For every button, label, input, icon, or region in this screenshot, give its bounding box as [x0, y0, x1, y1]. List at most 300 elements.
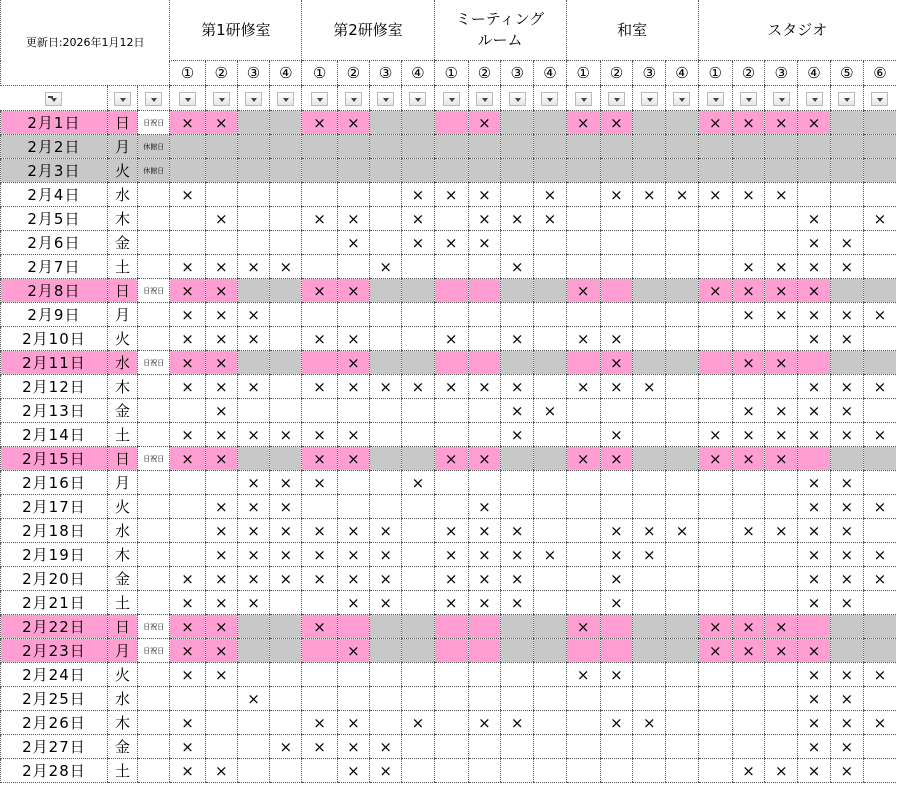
slot-cell[interactable] — [205, 471, 237, 495]
slot-cell[interactable] — [698, 159, 732, 183]
slot-cell[interactable] — [666, 111, 698, 135]
booked-cell[interactable]: × — [798, 735, 830, 759]
slot-cell[interactable] — [434, 423, 468, 447]
slot-cell[interactable] — [270, 303, 302, 327]
booked-cell[interactable]: × — [434, 591, 468, 615]
booked-cell[interactable]: × — [205, 447, 237, 471]
booked-cell[interactable]: × — [765, 639, 798, 663]
slot-cell[interactable] — [205, 711, 237, 735]
booked-cell[interactable]: × — [698, 111, 732, 135]
slot-cell[interactable] — [402, 687, 434, 711]
booked-cell[interactable]: × — [205, 279, 237, 303]
slot-cell[interactable] — [566, 471, 600, 495]
booked-cell[interactable]: × — [170, 183, 205, 207]
filter-dropdown-icon[interactable] — [509, 92, 526, 106]
slot-cell[interactable] — [666, 231, 698, 255]
slot-cell[interactable] — [369, 303, 401, 327]
filter-active-icon[interactable] — [45, 92, 62, 106]
slot-cell[interactable] — [369, 663, 401, 687]
booked-cell[interactable]: × — [237, 567, 269, 591]
slot-cell[interactable] — [369, 423, 401, 447]
slot-cell[interactable] — [302, 255, 337, 279]
booked-cell[interactable]: × — [402, 471, 434, 495]
slot-cell[interactable] — [434, 303, 468, 327]
slot-cell[interactable] — [798, 615, 830, 639]
booked-cell[interactable]: × — [369, 591, 401, 615]
slot-cell[interactable] — [402, 519, 434, 543]
booked-cell[interactable]: × — [798, 207, 830, 231]
booked-cell[interactable]: × — [170, 735, 205, 759]
slot-cell[interactable] — [501, 759, 534, 783]
slot-cell[interactable] — [566, 543, 600, 567]
booked-cell[interactable]: × — [170, 567, 205, 591]
slot-cell[interactable] — [501, 279, 534, 303]
slot-cell[interactable] — [534, 327, 566, 351]
slot-cell[interactable] — [566, 495, 600, 519]
slot-cell[interactable] — [237, 231, 269, 255]
slot-cell[interactable] — [434, 711, 468, 735]
slot-cell[interactable] — [666, 399, 698, 423]
slot-cell[interactable] — [765, 687, 798, 711]
booked-cell[interactable]: × — [434, 231, 468, 255]
booked-cell[interactable]: × — [798, 111, 830, 135]
slot-cell[interactable] — [765, 207, 798, 231]
slot-cell[interactable] — [830, 615, 863, 639]
slot-cell[interactable] — [270, 711, 302, 735]
slot-cell[interactable] — [369, 279, 401, 303]
booked-cell[interactable]: × — [205, 351, 237, 375]
booked-cell[interactable]: × — [337, 111, 369, 135]
slot-cell[interactable] — [666, 303, 698, 327]
booked-cell[interactable]: × — [337, 231, 369, 255]
booked-cell[interactable]: × — [337, 639, 369, 663]
booked-cell[interactable]: × — [270, 519, 302, 543]
slot-cell[interactable] — [501, 183, 534, 207]
slot-cell[interactable] — [732, 375, 764, 399]
slot-cell[interactable] — [337, 135, 369, 159]
slot-cell[interactable] — [270, 135, 302, 159]
slot-cell[interactable] — [170, 159, 205, 183]
slot-cell[interactable] — [666, 159, 698, 183]
booked-cell[interactable]: × — [402, 375, 434, 399]
booked-cell[interactable]: × — [798, 543, 830, 567]
slot-cell[interactable] — [237, 279, 269, 303]
booked-cell[interactable]: × — [765, 351, 798, 375]
booked-cell[interactable]: × — [830, 519, 863, 543]
booked-cell[interactable]: × — [765, 183, 798, 207]
booked-cell[interactable]: × — [170, 639, 205, 663]
filter-dropdown-icon[interactable] — [838, 92, 855, 106]
booked-cell[interactable]: × — [830, 543, 863, 567]
booked-cell[interactable]: × — [205, 543, 237, 567]
booked-cell[interactable]: × — [205, 327, 237, 351]
booked-cell[interactable]: × — [302, 519, 337, 543]
slot-cell[interactable] — [830, 351, 863, 375]
booked-cell[interactable]: × — [633, 519, 666, 543]
booked-cell[interactable]: × — [302, 423, 337, 447]
booked-cell[interactable]: × — [798, 711, 830, 735]
booked-cell[interactable]: × — [468, 567, 500, 591]
slot-cell[interactable] — [863, 351, 896, 375]
booked-cell[interactable]: × — [798, 303, 830, 327]
booked-cell[interactable]: × — [830, 663, 863, 687]
booked-cell[interactable]: × — [830, 375, 863, 399]
slot-cell[interactable] — [402, 447, 434, 471]
booked-cell[interactable]: × — [501, 423, 534, 447]
slot-cell[interactable] — [633, 231, 666, 255]
slot-cell[interactable] — [170, 687, 205, 711]
slot-cell[interactable] — [534, 279, 566, 303]
booked-cell[interactable]: × — [337, 735, 369, 759]
slot-cell[interactable] — [765, 591, 798, 615]
slot-cell[interactable] — [666, 495, 698, 519]
slot-cell[interactable] — [302, 495, 337, 519]
slot-cell[interactable] — [534, 375, 566, 399]
slot-cell[interactable] — [534, 615, 566, 639]
slot-cell[interactable] — [402, 735, 434, 759]
slot-cell[interactable] — [302, 303, 337, 327]
slot-cell[interactable] — [205, 183, 237, 207]
booked-cell[interactable]: × — [270, 471, 302, 495]
slot-cell[interactable] — [863, 327, 896, 351]
slot-cell[interactable] — [270, 663, 302, 687]
booked-cell[interactable]: × — [732, 615, 764, 639]
slot-cell[interactable] — [566, 399, 600, 423]
slot-cell[interactable] — [732, 231, 764, 255]
slot-cell[interactable] — [534, 135, 566, 159]
slot-cell[interactable] — [369, 159, 401, 183]
slot-cell[interactable] — [369, 447, 401, 471]
slot-cell[interactable] — [270, 687, 302, 711]
slot-cell[interactable] — [863, 639, 896, 663]
slot-cell[interactable] — [666, 471, 698, 495]
booked-cell[interactable]: × — [205, 303, 237, 327]
slot-cell[interactable] — [863, 231, 896, 255]
booked-cell[interactable]: × — [798, 759, 830, 783]
slot-cell[interactable] — [863, 591, 896, 615]
slot-cell[interactable] — [633, 111, 666, 135]
booked-cell[interactable]: × — [765, 279, 798, 303]
slot-cell[interactable] — [698, 567, 732, 591]
slot-cell[interactable] — [633, 327, 666, 351]
slot-cell[interactable] — [863, 111, 896, 135]
booked-cell[interactable]: × — [798, 423, 830, 447]
booked-cell[interactable]: × — [830, 711, 863, 735]
slot-cell[interactable] — [501, 639, 534, 663]
slot-cell[interactable] — [468, 735, 500, 759]
slot-cell[interactable] — [600, 615, 632, 639]
slot-cell[interactable] — [765, 663, 798, 687]
slot-cell[interactable] — [633, 135, 666, 159]
booked-cell[interactable]: × — [369, 567, 401, 591]
filter-dropdown-icon[interactable] — [443, 92, 460, 106]
slot-cell[interactable] — [434, 111, 468, 135]
slot-cell[interactable] — [732, 207, 764, 231]
slot-cell[interactable] — [237, 135, 269, 159]
booked-cell[interactable]: × — [302, 327, 337, 351]
slot-cell[interactable] — [600, 471, 632, 495]
slot-cell[interactable] — [600, 135, 632, 159]
booked-cell[interactable]: × — [830, 759, 863, 783]
slot-cell[interactable] — [698, 351, 732, 375]
slot-cell[interactable] — [402, 279, 434, 303]
slot-cell[interactable] — [270, 207, 302, 231]
booked-cell[interactable]: × — [302, 471, 337, 495]
slot-cell[interactable] — [237, 639, 269, 663]
booked-cell[interactable]: × — [369, 255, 401, 279]
slot-cell[interactable] — [501, 447, 534, 471]
slot-cell[interactable] — [302, 231, 337, 255]
booked-cell[interactable]: × — [830, 399, 863, 423]
booked-cell[interactable]: × — [863, 663, 896, 687]
slot-cell[interactable] — [434, 687, 468, 711]
slot-cell[interactable] — [402, 303, 434, 327]
booked-cell[interactable]: × — [534, 207, 566, 231]
slot-cell[interactable] — [270, 159, 302, 183]
slot-cell[interactable] — [698, 519, 732, 543]
slot-cell[interactable] — [863, 615, 896, 639]
slot-cell[interactable] — [402, 423, 434, 447]
booked-cell[interactable]: × — [600, 423, 632, 447]
booked-cell[interactable]: × — [798, 327, 830, 351]
slot-cell[interactable] — [698, 759, 732, 783]
slot-cell[interactable] — [798, 183, 830, 207]
slot-cell[interactable] — [765, 567, 798, 591]
slot-cell[interactable] — [270, 327, 302, 351]
booked-cell[interactable]: × — [566, 279, 600, 303]
slot-cell[interactable] — [566, 183, 600, 207]
booked-cell[interactable]: × — [732, 351, 764, 375]
slot-cell[interactable] — [534, 111, 566, 135]
booked-cell[interactable]: × — [863, 495, 896, 519]
booked-cell[interactable]: × — [633, 183, 666, 207]
booked-cell[interactable]: × — [402, 183, 434, 207]
slot-cell[interactable] — [600, 231, 632, 255]
booked-cell[interactable]: × — [863, 711, 896, 735]
slot-cell[interactable] — [270, 351, 302, 375]
booked-cell[interactable]: × — [434, 567, 468, 591]
booked-cell[interactable]: × — [434, 183, 468, 207]
slot-cell[interactable] — [501, 663, 534, 687]
slot-cell[interactable] — [666, 759, 698, 783]
booked-cell[interactable]: × — [732, 399, 764, 423]
booked-cell[interactable]: × — [501, 567, 534, 591]
slot-cell[interactable] — [170, 135, 205, 159]
slot-cell[interactable] — [863, 735, 896, 759]
slot-cell[interactable] — [600, 735, 632, 759]
booked-cell[interactable]: × — [566, 663, 600, 687]
booked-cell[interactable]: × — [633, 711, 666, 735]
slot-cell[interactable] — [468, 759, 500, 783]
slot-cell[interactable] — [434, 471, 468, 495]
slot-cell[interactable] — [534, 711, 566, 735]
slot-cell[interactable] — [633, 495, 666, 519]
booked-cell[interactable]: × — [600, 591, 632, 615]
booked-cell[interactable]: × — [633, 543, 666, 567]
slot-cell[interactable] — [863, 135, 896, 159]
booked-cell[interactable]: × — [798, 687, 830, 711]
slot-cell[interactable] — [237, 759, 269, 783]
booked-cell[interactable]: × — [205, 207, 237, 231]
slot-cell[interactable] — [698, 135, 732, 159]
booked-cell[interactable]: × — [237, 327, 269, 351]
slot-cell[interactable] — [270, 615, 302, 639]
slot-cell[interactable] — [434, 255, 468, 279]
booked-cell[interactable]: × — [270, 423, 302, 447]
slot-cell[interactable] — [369, 615, 401, 639]
slot-cell[interactable] — [434, 759, 468, 783]
booked-cell[interactable]: × — [732, 639, 764, 663]
booked-cell[interactable]: × — [205, 399, 237, 423]
slot-cell[interactable] — [170, 543, 205, 567]
booked-cell[interactable]: × — [830, 471, 863, 495]
slot-cell[interactable] — [830, 159, 863, 183]
booked-cell[interactable]: × — [170, 759, 205, 783]
slot-cell[interactable] — [633, 591, 666, 615]
slot-cell[interactable] — [369, 351, 401, 375]
slot-cell[interactable] — [270, 639, 302, 663]
slot-cell[interactable] — [633, 351, 666, 375]
slot-cell[interactable] — [434, 207, 468, 231]
filter-dropdown-icon[interactable] — [575, 92, 592, 106]
booked-cell[interactable]: × — [600, 567, 632, 591]
booked-cell[interactable]: × — [765, 447, 798, 471]
slot-cell[interactable] — [633, 207, 666, 231]
booked-cell[interactable]: × — [237, 495, 269, 519]
slot-cell[interactable] — [501, 471, 534, 495]
slot-cell[interactable] — [666, 327, 698, 351]
slot-cell[interactable] — [566, 303, 600, 327]
slot-cell[interactable] — [237, 447, 269, 471]
slot-cell[interactable] — [468, 327, 500, 351]
booked-cell[interactable]: × — [765, 519, 798, 543]
booked-cell[interactable]: × — [170, 279, 205, 303]
slot-cell[interactable] — [468, 471, 500, 495]
slot-cell[interactable] — [566, 135, 600, 159]
booked-cell[interactable]: × — [830, 495, 863, 519]
slot-cell[interactable] — [434, 639, 468, 663]
booked-cell[interactable]: × — [302, 735, 337, 759]
filter-dropdown-icon[interactable] — [773, 92, 790, 106]
booked-cell[interactable]: × — [468, 375, 500, 399]
booked-cell[interactable]: × — [600, 111, 632, 135]
slot-cell[interactable] — [402, 135, 434, 159]
slot-cell[interactable] — [666, 615, 698, 639]
booked-cell[interactable]: × — [337, 543, 369, 567]
booked-cell[interactable]: × — [205, 615, 237, 639]
slot-cell[interactable] — [369, 135, 401, 159]
slot-cell[interactable] — [666, 351, 698, 375]
slot-cell[interactable] — [501, 231, 534, 255]
booked-cell[interactable]: × — [337, 327, 369, 351]
slot-cell[interactable] — [666, 255, 698, 279]
booked-cell[interactable]: × — [205, 423, 237, 447]
slot-cell[interactable] — [337, 663, 369, 687]
booked-cell[interactable]: × — [369, 543, 401, 567]
booked-cell[interactable]: × — [863, 567, 896, 591]
slot-cell[interactable] — [534, 231, 566, 255]
filter-dropdown-icon[interactable] — [707, 92, 724, 106]
slot-cell[interactable] — [237, 351, 269, 375]
slot-cell[interactable] — [369, 399, 401, 423]
slot-cell[interactable] — [600, 207, 632, 231]
booked-cell[interactable]: × — [468, 711, 500, 735]
slot-cell[interactable] — [698, 711, 732, 735]
booked-cell[interactable]: × — [302, 543, 337, 567]
slot-cell[interactable] — [666, 135, 698, 159]
booked-cell[interactable]: × — [170, 663, 205, 687]
slot-cell[interactable] — [863, 687, 896, 711]
slot-cell[interactable] — [402, 567, 434, 591]
booked-cell[interactable]: × — [798, 231, 830, 255]
booked-cell[interactable]: × — [468, 495, 500, 519]
booked-cell[interactable]: × — [501, 207, 534, 231]
slot-cell[interactable] — [666, 735, 698, 759]
booked-cell[interactable]: × — [732, 759, 764, 783]
slot-cell[interactable] — [863, 399, 896, 423]
booked-cell[interactable]: × — [863, 303, 896, 327]
slot-cell[interactable] — [434, 495, 468, 519]
slot-cell[interactable] — [698, 207, 732, 231]
slot-cell[interactable] — [302, 351, 337, 375]
booked-cell[interactable]: × — [468, 111, 500, 135]
slot-cell[interactable] — [633, 615, 666, 639]
booked-cell[interactable]: × — [830, 423, 863, 447]
slot-cell[interactable] — [633, 447, 666, 471]
slot-cell[interactable] — [337, 303, 369, 327]
slot-cell[interactable] — [270, 399, 302, 423]
booked-cell[interactable]: × — [434, 519, 468, 543]
slot-cell[interactable] — [666, 207, 698, 231]
booked-cell[interactable]: × — [369, 759, 401, 783]
slot-cell[interactable] — [402, 639, 434, 663]
slot-cell[interactable] — [666, 375, 698, 399]
slot-cell[interactable] — [830, 639, 863, 663]
filter-dropdown-icon[interactable] — [608, 92, 625, 106]
slot-cell[interactable] — [566, 591, 600, 615]
slot-cell[interactable] — [468, 639, 500, 663]
booked-cell[interactable]: × — [501, 327, 534, 351]
slot-cell[interactable] — [302, 687, 337, 711]
booked-cell[interactable]: × — [600, 711, 632, 735]
booked-cell[interactable]: × — [434, 375, 468, 399]
booked-cell[interactable]: × — [468, 231, 500, 255]
booked-cell[interactable]: × — [501, 591, 534, 615]
booked-cell[interactable]: × — [237, 423, 269, 447]
slot-cell[interactable] — [633, 639, 666, 663]
booked-cell[interactable]: × — [205, 519, 237, 543]
slot-cell[interactable] — [170, 231, 205, 255]
slot-cell[interactable] — [237, 663, 269, 687]
booked-cell[interactable]: × — [698, 615, 732, 639]
booked-cell[interactable]: × — [170, 423, 205, 447]
slot-cell[interactable] — [205, 231, 237, 255]
booked-cell[interactable]: × — [170, 375, 205, 399]
booked-cell[interactable]: × — [732, 279, 764, 303]
slot-cell[interactable] — [434, 279, 468, 303]
booked-cell[interactable]: × — [337, 447, 369, 471]
slot-cell[interactable] — [337, 495, 369, 519]
slot-cell[interactable] — [534, 159, 566, 183]
slot-cell[interactable] — [237, 399, 269, 423]
slot-cell[interactable] — [534, 663, 566, 687]
filter-dropdown-icon[interactable] — [345, 92, 362, 106]
booked-cell[interactable]: × — [698, 423, 732, 447]
slot-cell[interactable] — [434, 735, 468, 759]
booked-cell[interactable]: × — [798, 591, 830, 615]
slot-cell[interactable] — [302, 591, 337, 615]
slot-cell[interactable] — [170, 471, 205, 495]
